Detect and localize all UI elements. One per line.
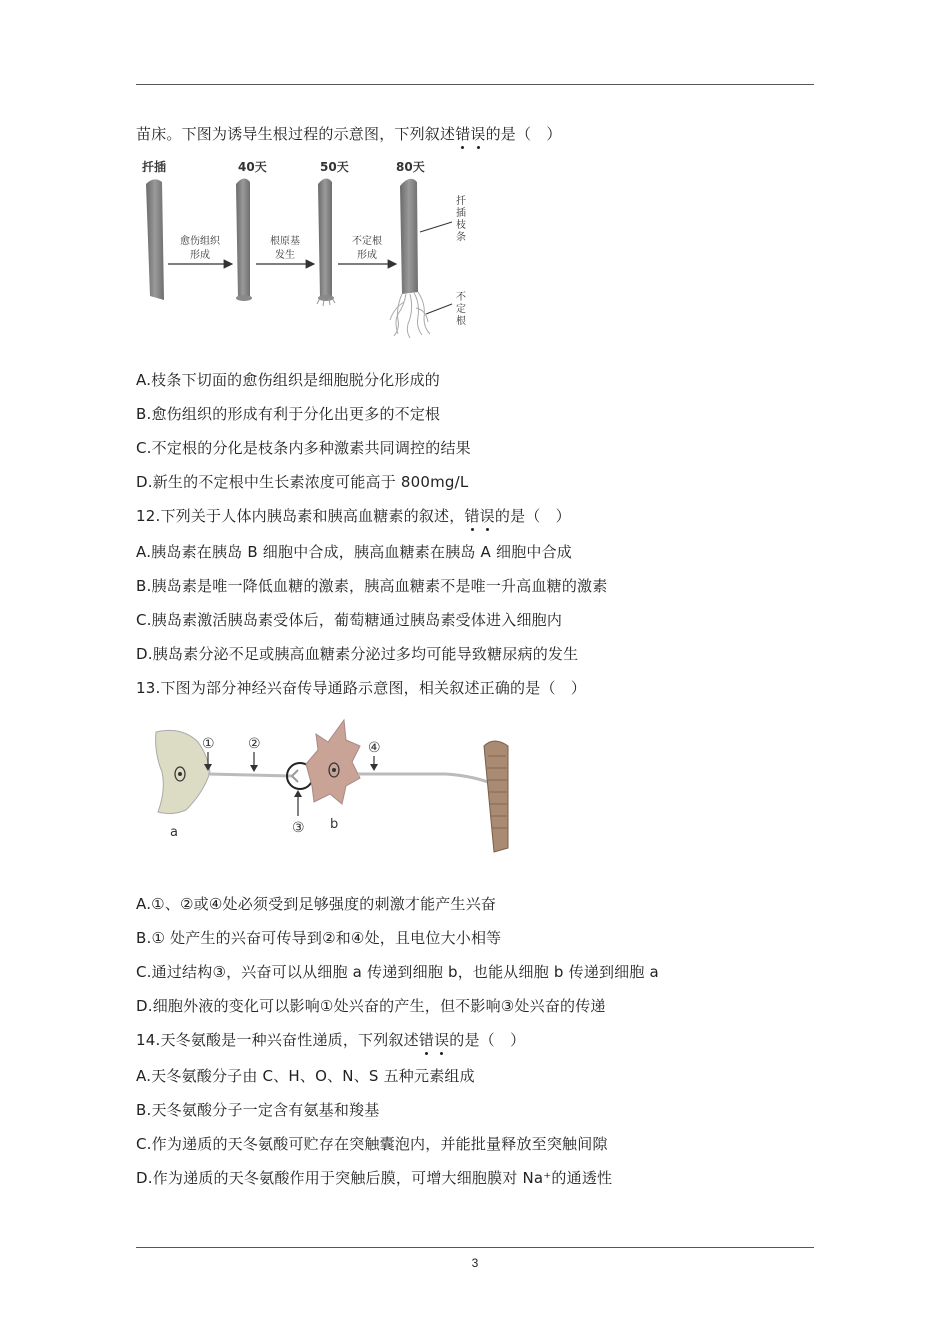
cutting-stem-1 — [146, 179, 164, 300]
side-label: 不 — [456, 292, 466, 303]
q14-option-c: C.作为递质的天冬氨酸可贮存在突触囊泡内，并能批量释放至突触间隙 — [136, 1135, 608, 1153]
stage-label: 80天 — [396, 160, 425, 174]
arrow-1-label: 形成 — [190, 250, 210, 261]
stage-label: 50天 — [320, 160, 349, 174]
side-label: 扦 — [456, 196, 466, 207]
emphasis-char: 误 — [479, 507, 495, 525]
cell-a-label: a — [170, 825, 178, 840]
emphasis-char: 错 — [455, 125, 471, 143]
emphasis-char: 错 — [418, 1031, 435, 1049]
q11-option-c: C.不定根的分化是枝条内多种激素共同调控的结果 — [136, 439, 471, 457]
q14-option-a: A.天冬氨酸分子由 C、H、O、N、S 五种元素组成 — [136, 1067, 475, 1085]
q11-stem — [136, 124, 562, 144]
arrow-2-label: 根原基 — [270, 236, 300, 247]
leader-line — [426, 304, 452, 314]
q12-option-c: C.胰岛素激活胰岛素受体后，葡萄糖通过胰岛素受体进入细胞内 — [136, 611, 563, 629]
cutting-stem-4 — [400, 179, 418, 294]
q12-stem-tail: 的是（ ） — [494, 507, 571, 525]
footer-rule — [136, 1247, 814, 1248]
axon-b — [358, 774, 498, 786]
synaptic-terminal — [292, 770, 298, 782]
q13-option-c: C.通过结构③，兴奋可以从细胞 a 传递到细胞 b，也能从细胞 b 传递到细胞 a — [136, 963, 659, 981]
side-label: 条 — [456, 232, 466, 243]
header-rule — [136, 84, 814, 85]
adventitious-roots — [390, 292, 430, 338]
q14-option-d: D.作为递质的天冬氨酸作用于突触后膜，可增大细胞膜对 Na⁺的通透性 — [136, 1169, 613, 1187]
marker-2-arrowhead — [250, 765, 258, 772]
q14-stem — [136, 1030, 525, 1050]
marker-4: ④ — [368, 740, 381, 756]
q12-stem — [136, 506, 571, 526]
q12-option-b: B.胰岛素是唯一降低血糖的激素，胰高血糖素不是唯一升高血糖的激素 — [136, 577, 608, 595]
stage-label: 扦插 — [142, 160, 167, 174]
q14-option-b: B.天冬氨酸分子一定含有氨基和羧基 — [136, 1101, 380, 1119]
side-label: 枝 — [456, 220, 466, 231]
q14-stem-tail: 的是（ ） — [449, 1031, 526, 1049]
arrow-1-label: 愈伤组织 — [180, 236, 220, 247]
callus — [318, 295, 334, 301]
page-number: 3 — [471, 1256, 479, 1270]
axon-a — [208, 774, 292, 776]
q11-option-d: D.新生的不定根中生长素浓度可能高于 800mg/L — [136, 473, 469, 491]
marker-3-arrowhead — [294, 790, 302, 797]
emphasis-char: 误 — [434, 1031, 450, 1049]
neural-pathway-figure — [146, 716, 526, 856]
q11-option-b: B.愈伤组织的形成有利于分化出更多的不定根 — [136, 405, 441, 423]
stage-label: 40天 — [238, 160, 267, 174]
cutting-stem-2 — [236, 178, 250, 300]
cell-b-label: b — [330, 817, 339, 832]
arrow-2-label: 发生 — [275, 250, 295, 261]
callus — [236, 295, 252, 301]
q13-option-b: B.① 处产生的兴奋可传导到②和④处，且电位大小相等 — [136, 929, 502, 947]
rooting-process-figure — [134, 152, 484, 342]
neuron-b-nucleolus — [332, 768, 336, 772]
neuron-b-body — [306, 720, 360, 804]
emphasis-char: 误 — [470, 125, 486, 143]
marker-1: ① — [202, 736, 215, 752]
leader-line — [420, 222, 452, 232]
q12-option-d: D.胰岛素分泌不足或胰高血糖素分泌过多均可能导致糖尿病的发生 — [136, 645, 579, 663]
marker-4-arrowhead — [370, 764, 378, 771]
q14-stem-text: 14.天冬氨酸是一种兴奋性递质，下列叙述 — [136, 1031, 419, 1049]
q11-stem-tail: 的是（ ） — [485, 125, 562, 143]
emphasis-char: 错 — [464, 507, 480, 525]
q12-option-a: A.胰岛素在胰岛 B 细胞中合成，胰高血糖素在胰岛 A 细胞中合成 — [136, 543, 572, 561]
muscle-fiber — [484, 741, 508, 852]
cutting-stem-3 — [318, 178, 332, 300]
arrow-3-label: 不定根 — [352, 236, 382, 247]
q12-stem-text: 12.下列关于人体内胰岛素和胰高血糖素的叙述， — [136, 507, 465, 525]
marker-2: ② — [248, 736, 261, 752]
side-label: 插 — [456, 208, 466, 219]
q11-stem-text: 苗床。下图为诱导生根过程的示意图，下列叙述 — [136, 125, 456, 143]
q11-option-a: A.枝条下切面的愈伤组织是细胞脱分化形成的 — [136, 371, 440, 389]
neuron-a-nucleolus — [178, 772, 182, 776]
marker-3: ③ — [292, 820, 305, 836]
side-label: 定 — [456, 304, 466, 315]
side-label: 根 — [456, 316, 466, 327]
q13-option-d: D.细胞外液的变化可以影响①处兴奋的产生，但不影响③处兴奋的传递 — [136, 997, 606, 1015]
arrow-3-label: 形成 — [357, 250, 377, 261]
q13-stem: 13.下图为部分神经兴奋传导通路示意图，相关叙述正确的是（ ） — [136, 679, 587, 697]
q13-option-a: A.①、②或④处必须受到足够强度的刺激才能产生兴奋 — [136, 895, 497, 913]
